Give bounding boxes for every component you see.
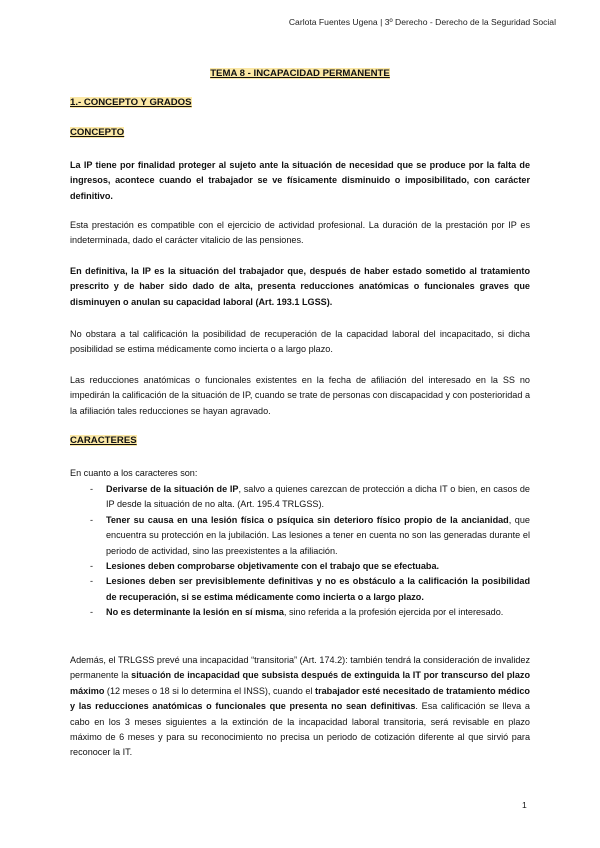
page-number: 1 [522, 800, 527, 810]
list-dash: - [90, 576, 94, 587]
list-item-rest: , que encuentra su protección en la jubilación. Las lesiones a tener en cuenta no son las generadas durante el periodo de actividad, sino las preexistentes a la afiliación. [106, 514, 530, 556]
document-title-text: TEMA 8 - INCAPACIDAD PERMANENTE [210, 68, 390, 79]
paragraph-en-definitiva [70, 264, 530, 310]
transitoria-text-2: (12 meses o 18 si lo determina el INSS), cuando el [104, 685, 316, 696]
list-item [70, 482, 530, 513]
paragraph-caracteres-intro: En cuanto a los caracteres son: [70, 468, 198, 478]
transitoria-text-3: . Esa calificación se lleva a cabo en los 3 meses siguientes a la extinción de la incapacidad laboral transitoria, será revisable en plazo máximo de 6 meses y para su reconocimiento no precisa un periodo de cotización diferente al que sirvió para reconocer la IT. [70, 701, 530, 758]
paragraph-incapacidad-transitoria [70, 653, 530, 761]
subheading-concepto [70, 127, 124, 138]
subheading-caracteres-text: CARACTERES [70, 435, 137, 446]
list-dash: - [90, 607, 94, 618]
list-item-bold: Lesiones deben ser previsiblemente definitivas y no es obstáculo a la calificación la posibilidad de recuperación, si se estima médicamente como incierta o a largo plazo. [106, 576, 530, 602]
list-item-bold: Tener su causa en una lesión física o psíquica sin deterioro físico propio de la ancianidad [106, 514, 509, 525]
list-item-bold: No es determinante la lesión en sí misma [106, 607, 284, 618]
list-item [70, 574, 530, 605]
list-dash: - [90, 561, 94, 572]
section-heading-text: 1.- CONCEPTO Y GRADOS [70, 97, 192, 108]
subheading-caracteres [70, 435, 137, 446]
page-header: Carlota Fuentes Ugena | 3º Derecho - Derecho de la Seguridad Social [288, 17, 556, 27]
document-title [0, 68, 600, 79]
paragraph-reducciones: Las reducciones anatómicas o funcionales existentes en la fecha de afiliación del interesado en la SS no impedirán la calificación de la situación de IP, cuando se trate de personas con discapacidad y con posterioridad a la afiliación tales reducciones se hayan agravado. [70, 375, 530, 416]
list-item [70, 513, 530, 559]
list-item-rest: , salvo a quienes carezcan de protección a dicha IT o bien, en casos de IP desde la situación de no alta. (Art. 195.4 TRLGSS). [106, 484, 530, 510]
paragraph-en-definitiva-lead: En definitiva, la [70, 266, 143, 276]
list-dash: - [90, 514, 94, 525]
caracteres-list [70, 482, 530, 621]
section-heading-concepto-grados [70, 97, 192, 108]
list-item [70, 605, 530, 620]
list-item-bold: Derivarse de la situación de IP [106, 484, 239, 494]
list-item-bold: Lesiones deben comprobarse objetivamente con el trabajo que se efectuaba. [106, 561, 440, 572]
list-item-rest: , sino referida a la profesión ejercida por el interesado. [283, 607, 504, 618]
paragraph-en-definitiva-bold: IP es la situación del trabajador que, después de haber estado sometido al tratamiento prescrito y de haber sido dado de alta, presenta reducciones anatómicas o funcionales graves que disminuyen o anulan su capacidad laboral (Art. 193.1 LGSS). [70, 266, 531, 307]
transitoria-text-1: Además, el TRLGSS prevé una incapacidad “transitoria” (Art. 174.2): también tendrá la consideración de invalidez permanente la [70, 655, 530, 681]
transitoria-bold-1: situación de incapacidad que subsista después de extinguida la IT por transcurso del plazo máximo [70, 670, 530, 696]
transitoria-bold-2: trabajador esté necesitado de tratamiento médico y las reducciones anatómicas o funcionales que presenta no sean definitivas [70, 685, 530, 712]
paragraph-definicion-ip-text: La IP tiene por finalidad proteger al sujeto ante la situación de necesidad que se produce por la falta de ingresos, acontece cuando el trabajador se ve físicamente disminuido o imposibilitado, con carácter definitivo. [70, 160, 530, 201]
paragraph-definicion-ip [70, 158, 530, 204]
paragraph-recuperacion: No obstara a tal calificación la posibilidad de recuperación de la capacidad laboral del incapacitado, si dicha posibilidad se estima médicamente como incierta o a largo plazo. [70, 329, 530, 355]
paragraph-compatibilidad: Esta prestación es compatible con el ejercicio de actividad profesional. La duración de la prestación por IP es indeterminada, dado el carácter vitalicio de las pensiones. [70, 220, 530, 246]
list-item [70, 559, 530, 574]
list-dash: - [90, 484, 94, 494]
subheading-concepto-text: CONCEPTO [70, 127, 125, 138]
